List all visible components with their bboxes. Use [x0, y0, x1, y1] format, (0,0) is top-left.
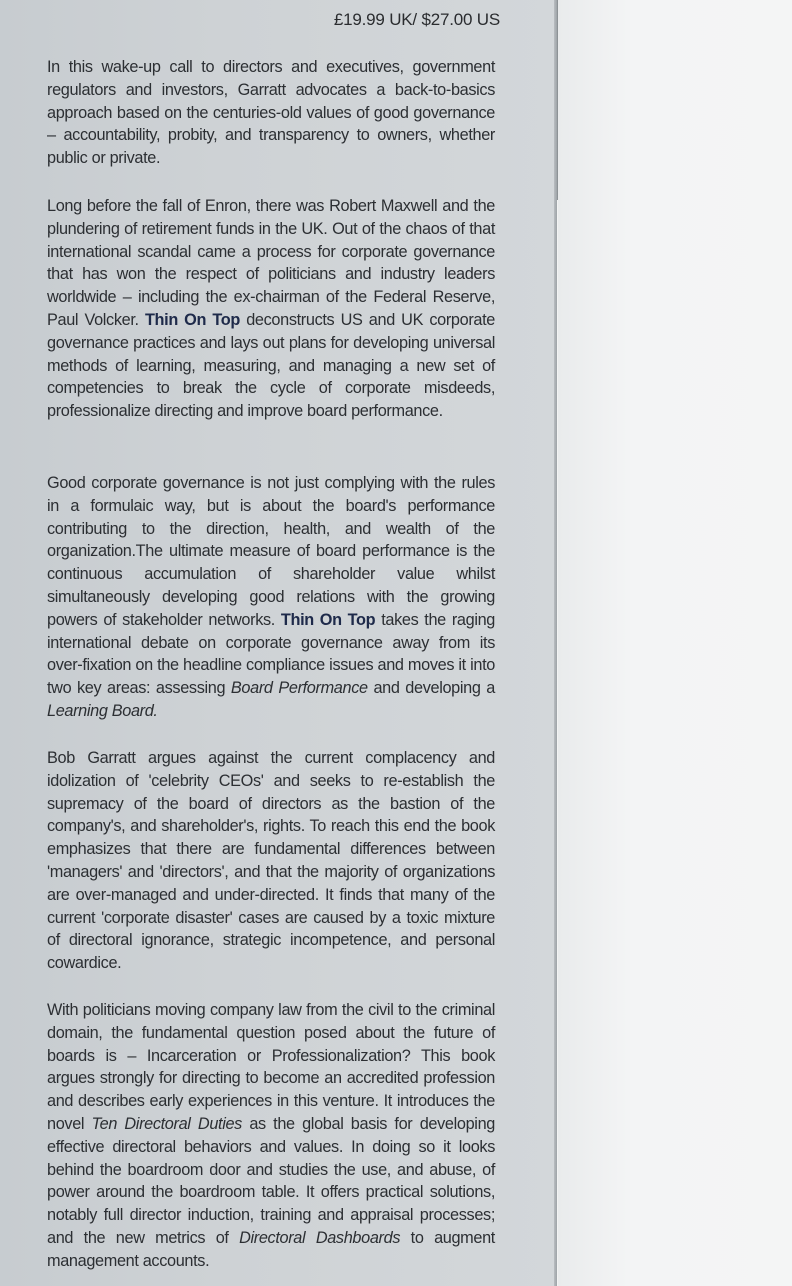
paragraph-text: Good corporate governance is not just complying with the rules in a formulaic way, but is about the board's performance contributing to the direction, health, and wealth of the organization.The ultimate measure of board performance is the continuous accumulation of shareholder value whilst simultaneously developing good relations with the growing powers of stakeholder networks.	[47, 474, 495, 629]
paragraph-text: and developing a	[367, 679, 495, 698]
price-label: £19.99 UK/ $27.00 US	[333, 10, 500, 29]
paragraph-enron	[47, 195, 495, 423]
paragraph-intro	[47, 56, 495, 170]
italic-term: Learning Board.	[47, 701, 158, 720]
italic-term: Ten Directoral Duties	[91, 1114, 242, 1133]
italic-term: Board Performance	[230, 679, 368, 698]
paragraph-text: deconstructs US and UK corporate governance practices and lays out plans for developing universal methods of learning, measuring, and managing a new set of competencies to break the cycle of corporate misdeeds, professionalize directing and improve board performance.	[47, 310, 496, 421]
paragraph-text: With politicians moving company law from the civil to the criminal domain, the fundamental question posed about the future of boards is – Incarceration or Professionalization? This book argues strongly for directing to become an accredited profession and describes early experiences in this venture. It introduces the novel	[47, 1001, 495, 1133]
background-area	[558, 0, 792, 1286]
paragraph-text: takes the raging international debate on corporate governance away from its over-fixation on the headline compliance issues and moves it into two key areas: assessing	[47, 610, 495, 698]
paragraph-text: to augment management accounts.	[47, 1228, 495, 1270]
paragraph-governance	[47, 472, 495, 723]
book-title: Thin On Top	[144, 310, 240, 329]
paragraph-text: In this wake-up call to directors and executives, government regulators and investors, Garratt advocates a back-to-basics approach based on the centuries-old values of good governance – accountability, probity, and transparency to owners, whether public or private.	[47, 58, 495, 168]
paragraph-politicians	[47, 999, 495, 1273]
italic-term: Directoral Dashboards	[239, 1228, 401, 1247]
paragraph-text: as the global basis for developing effective directoral behaviors and values. In doing so it looks behind the boardroom door and studies the use, and abuse, of power around the boardroom table. It offers practical solutions, notably full director induction, training and appraisal processes; and the new metrics of	[47, 1114, 495, 1247]
paragraph-garratt	[47, 747, 495, 975]
book-title: Thin On Top	[280, 610, 376, 629]
paragraph-text: Long before the fall of Enron, there was Robert Maxwell and the plundering of retirement funds in the UK. Out of the chaos of that international scandal came a process for corporate governance that has won the respect of politicians and industry leaders worldwide – including the ex-chairman of the Federal Reserve, Paul Volcker.	[47, 197, 495, 329]
paragraph-text: Bob Garratt argues against the current complacency and idolization of 'celebrity CEOs' and seeks to re-establish the supremacy of the board of directors as the bastion of the company's, and shareholder's, rights. To reach this end the book emphasizes that there are fundamental differences between 'managers' and 'directors', and that the majority of organizations are over-managed and under-directed. It finds that many of the current 'corporate disaster' cases are caused by a toxic mixture of directoral ignorance, strategic incompetence, and personal cowardice.	[47, 749, 495, 973]
